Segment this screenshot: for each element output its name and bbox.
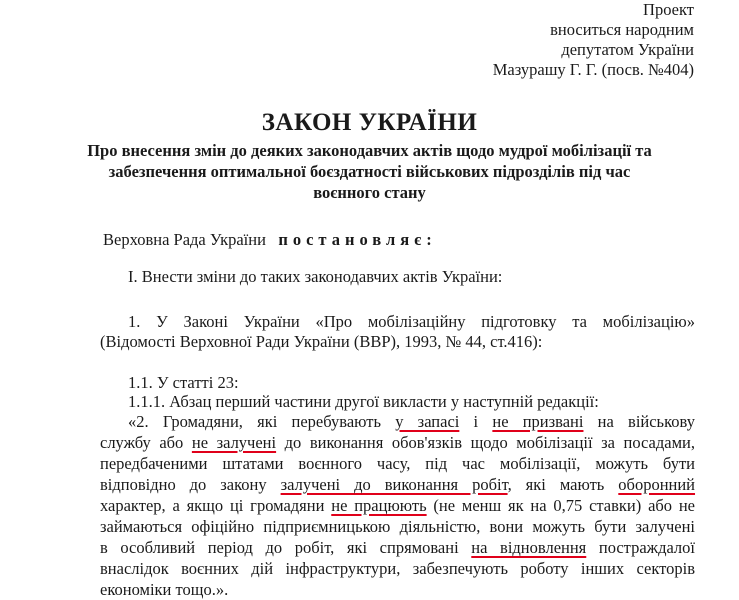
header-deputy: депутатом України <box>561 40 694 59</box>
quote-text: в особливий період до робіт, які спрямовані <box>100 538 472 557</box>
underlined-phrase: оборонний <box>618 475 696 494</box>
quote-text: «2. Громадяни, які перебувають <box>128 412 396 431</box>
quote-line-3: передбаченими штатами воєнного часу, під час мобілізації, можуть бути <box>100 454 695 473</box>
quote-text: відповідно до закону <box>100 475 281 494</box>
underlined-phrase: не призвані <box>492 412 584 431</box>
header-author: Мазурашу Г. Г. (посв. №404) <box>492 60 694 79</box>
subitem-1-1-1: 1.1.1. Абзац перший частини другої викласти у наступній редакції: <box>128 392 599 411</box>
quote-line-7 <box>100 538 695 558</box>
section-1: I. Внести зміни до таких законодавчих актів України: <box>128 267 503 286</box>
quote-line-9: економіки тощо.». <box>100 580 229 599</box>
underlined-phrase: залучені до виконання робіт <box>280 475 508 494</box>
quote-line-6: займаються офіційно підприємницькою діяльністю, вони можуть бути залучені <box>100 517 695 536</box>
underlined-phrase: у запасі <box>395 412 460 431</box>
quote-text: і <box>459 412 493 431</box>
underlined-phrase: на відновлення <box>471 538 587 557</box>
subtitle-line-1: Про внесення змін до деяких законодавчих актів щодо мудрої мобілізації та <box>87 141 652 160</box>
quote-line-8: внаслідок воєнних дій інфраструктури, забезпечують роботу інших секторів <box>100 559 695 578</box>
quote-text: до виконання обов'язків щодо мобілізації за посадами, <box>276 433 695 452</box>
item-1-line-1: 1. У Законі України «Про мобілізаційну підготовку та мобілізацію» <box>128 312 695 331</box>
quote-line-1 <box>128 412 695 432</box>
subtitle-line-2: забезпечення оптимальної боєздатності військових підрозділів під час <box>108 162 631 181</box>
header-project: Проект <box>643 0 694 19</box>
subitem-1-1: 1.1. У статті 23: <box>128 373 239 392</box>
quote-text: характер, а якщо ці громадяни <box>100 496 332 515</box>
underlined-phrase: не працюють <box>331 496 427 515</box>
quote-line-4 <box>100 475 695 495</box>
subtitle-line-3: воєнного стану <box>313 183 426 202</box>
underlined-phrase: не залучені <box>191 433 277 452</box>
quote-text: службу або <box>100 433 192 452</box>
quote-line-2 <box>100 433 695 453</box>
page-title: ЗАКОН УКРАЇНИ <box>261 109 478 136</box>
quote-text: (не менш як на 0,75 ставки) або не <box>426 496 696 515</box>
header-submitted: вноситься народним <box>550 20 694 39</box>
quote-text: постраждалої <box>586 538 695 557</box>
preamble-text: Верховна Рада України <box>103 230 266 249</box>
quote-text: на військову <box>583 412 695 431</box>
quote-line-5 <box>100 496 695 516</box>
preamble-decree: постановляє: <box>278 230 437 249</box>
preamble <box>103 230 437 250</box>
item-1-line-2: (Відомості Верховної Ради України (ВВР), 1993, № 44, ст.416): <box>100 332 543 351</box>
quote-text: , які мають <box>507 475 619 494</box>
